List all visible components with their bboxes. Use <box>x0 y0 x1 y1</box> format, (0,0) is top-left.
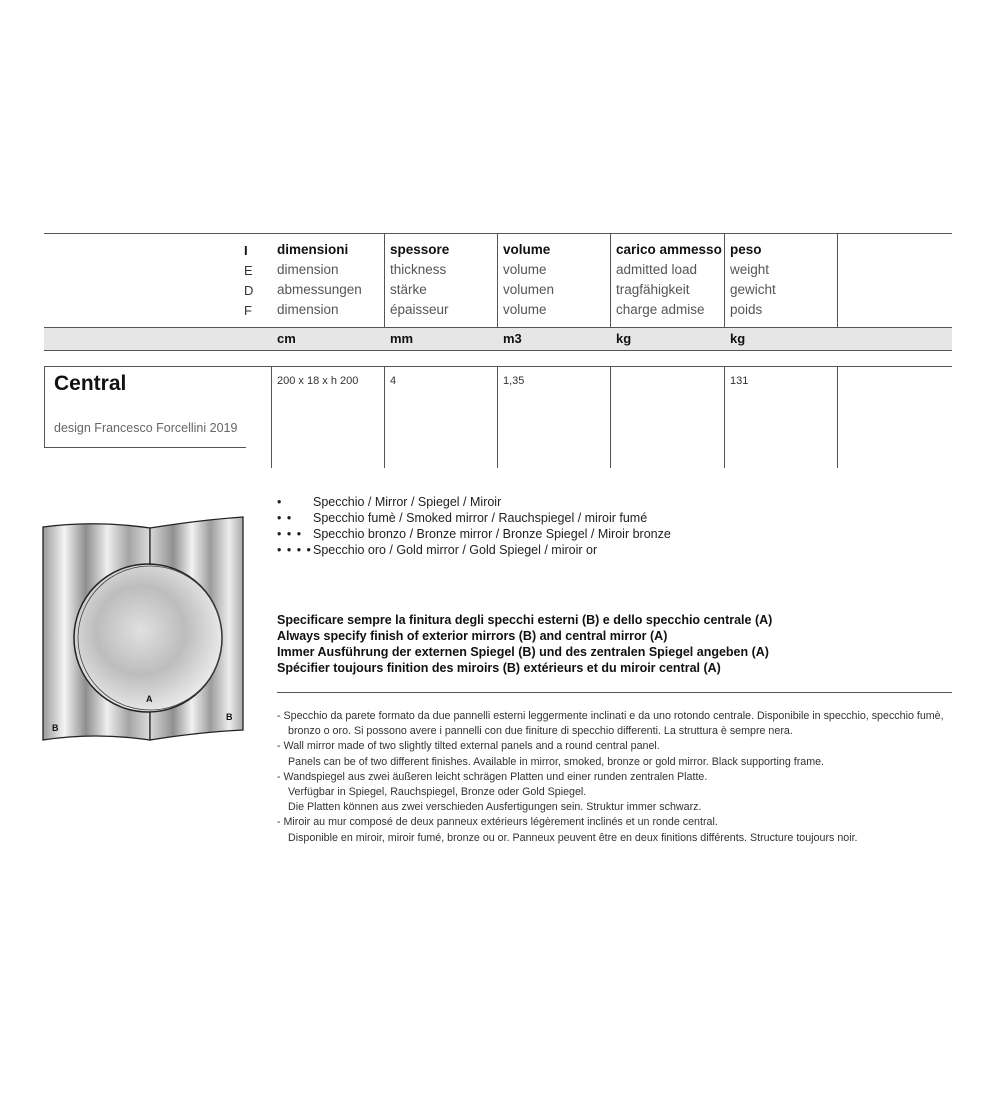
specify-note-en: Always specify finish of exterior mirrors (B) and central mirror (A) <box>277 629 668 643</box>
description-fr-line-1: - Miroir au mur composé de deux panneux extérieurs légèrement inclinés et un ronde central. <box>277 816 718 829</box>
finish-label: Specchio / Mirror / Spiegel / Miroir <box>313 495 502 509</box>
header-weight <box>730 240 776 320</box>
lang-code-fr: F <box>244 303 252 318</box>
description-de-line-2: Verfügbar in Spiegel, Rauchspiegel, Bronze oder Gold Spiegel. <box>288 786 587 799</box>
label-en: thickness <box>390 262 447 277</box>
specify-note-de: Immer Ausführung der externen Spiegel (B) und des zentralen Spiegel angeben (A) <box>277 645 769 659</box>
val-sep-3 <box>610 366 611 468</box>
finish-dots: • • • <box>277 527 303 541</box>
lang-code-de: D <box>244 283 254 298</box>
unit-load: kg <box>616 331 632 346</box>
label-it: carico ammesso <box>616 242 722 257</box>
unit-band-top-rule <box>44 327 952 328</box>
description-de-line-1: - Wandspiegel aus zwei äußeren leicht schrägen Platten und einer runden zentralen Platte. <box>277 770 708 783</box>
finish-dots: • • • • <box>277 543 312 557</box>
label-a: A <box>146 694 153 704</box>
val-sep-5 <box>837 366 838 468</box>
product-name: Central <box>54 372 127 395</box>
description-en-line-2: Panels can be of two different finishes. Available in mirror, smoked, bronze or gold mirror. Black supporting frame. <box>288 755 825 768</box>
product-box-bottom-rule <box>44 447 246 448</box>
label-de: volumen <box>503 282 555 297</box>
value-dimensions: 200 x 18 x h 200 <box>277 375 359 387</box>
finish-item-gold <box>277 542 597 558</box>
finish-item-smoked <box>277 510 647 526</box>
label-it: dimensioni <box>277 242 349 257</box>
description-en-line-1: - Wall mirror made of two slightly tilted external panels and a round central panel. <box>277 740 660 753</box>
lang-code-it: I <box>244 243 248 258</box>
description-block <box>277 709 967 846</box>
header-thickness <box>390 240 449 320</box>
finish-item-bronze <box>277 526 671 542</box>
label-de: gewicht <box>730 282 776 297</box>
lang-code-en: E <box>244 263 253 278</box>
finish-label: Specchio oro / Gold mirror / Gold Spiegel / miroir or <box>313 543 598 557</box>
val-sep-4 <box>724 366 725 468</box>
val-sep-2 <box>497 366 498 468</box>
label-en: admitted load <box>616 262 698 277</box>
unit-volume: m3 <box>503 331 522 346</box>
col-sep-1 <box>384 233 385 327</box>
val-sep-1 <box>384 366 385 468</box>
product-designer: design Francesco Forcellini 2019 <box>54 421 238 435</box>
description-top-rule <box>277 692 952 693</box>
product-drawing <box>40 512 250 744</box>
unit-thickness: mm <box>390 331 414 346</box>
header-volume <box>503 240 554 320</box>
value-thickness: 4 <box>390 375 397 387</box>
description-de-line-3: Die Platten können aus zwei verschieden Ausfertigungen sein. Struktur immer schwarz. <box>288 801 702 814</box>
label-fr: volume <box>503 302 547 317</box>
unit-band-bottom-rule <box>44 350 952 351</box>
description-fr-line-2: Disponible en miroir, miroir fumé, bronze ou or. Panneux peuvent être en deux finitions différents. Structure toujours noir. <box>288 831 858 844</box>
value-volume: 1,35 <box>503 375 525 387</box>
label-en: volume <box>503 262 547 277</box>
finish-item-mirror <box>277 494 501 510</box>
col-sep-3 <box>610 233 611 327</box>
label-fr: poids <box>730 302 763 317</box>
label-fr: épaisseur <box>390 302 449 317</box>
specify-note-fr: Spécifier toujours finition des miroirs (B) extérieurs et du miroir central (A) <box>277 661 721 675</box>
header-dimensions <box>277 240 362 320</box>
label-it: peso <box>730 242 762 257</box>
product-box-left-rule <box>44 366 45 448</box>
specify-note-it: Specificare sempre la finitura degli specchi esterni (B) e dello specchio centrale (A) <box>277 613 773 627</box>
label-b-right: B <box>226 712 233 722</box>
table-top-rule <box>44 233 952 234</box>
values-top-rule <box>44 366 952 367</box>
specify-notes <box>277 612 772 676</box>
value-weight: 131 <box>730 375 749 387</box>
val-sep-0 <box>271 366 272 468</box>
label-en: weight <box>730 262 770 277</box>
col-sep-2 <box>497 233 498 327</box>
label-it: volume <box>503 242 551 257</box>
label-de: tragfähigkeit <box>616 282 690 297</box>
label-de: stärke <box>390 282 427 297</box>
label-b-left: B <box>52 723 59 733</box>
col-sep-4 <box>724 233 725 327</box>
finish-dots: • • <box>277 511 293 525</box>
header-load <box>616 240 722 320</box>
finish-dots: • <box>277 495 283 509</box>
col-sep-5 <box>837 233 838 327</box>
label-fr: charge admise <box>616 302 705 317</box>
unit-band <box>44 327 952 350</box>
unit-weight: kg <box>730 331 746 346</box>
finish-label: Specchio bronzo / Bronze mirror / Bronze Spiegel / Miroir bronze <box>313 527 671 541</box>
label-en: dimension <box>277 262 339 277</box>
label-it: spessore <box>390 242 450 257</box>
finish-label: Specchio fumè / Smoked mirror / Rauchspiegel / miroir fumé <box>313 511 648 525</box>
label-fr: dimension <box>277 302 339 317</box>
label-de: abmessungen <box>277 282 362 297</box>
unit-dimensions: cm <box>277 331 296 346</box>
description-it: - Specchio da parete formato da due pannelli esterni leggermente inclinati e da uno rotondo centrale. Disponibile in specchio, specchio fumè, bronzo o oro. Si possono avere i pannelli con due finiture di specchio differenti. La struttura è sempre nera. <box>277 710 944 738</box>
